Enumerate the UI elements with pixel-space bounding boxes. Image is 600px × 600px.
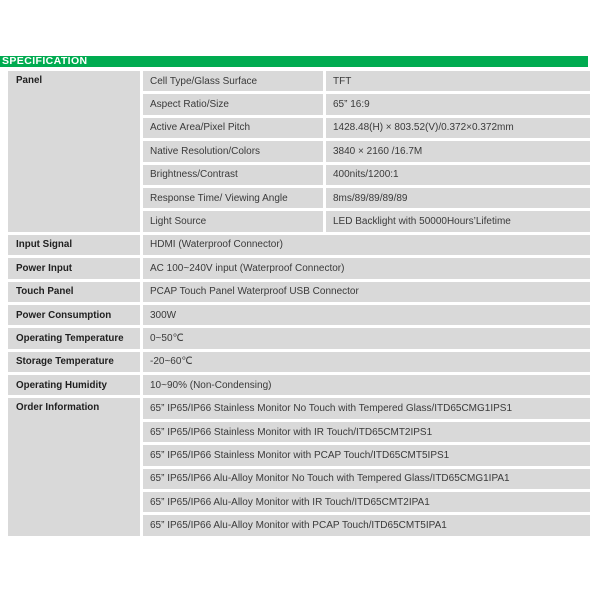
order-item-cell: 65” IP65/IP66 Alu-Alloy Monitor with IR Touch/ITD65CMT2IPA1 — [143, 492, 590, 512]
spec-value-cell: LED Backlight with 50000Hours’Lifetime — [326, 211, 590, 231]
spec-label-cell: Native Resolution/Colors — [143, 141, 323, 161]
spec-value-cell: PCAP Touch Panel Waterproof USB Connector — [143, 282, 590, 302]
specification-table — [5, 68, 593, 539]
spec-label-cell: Response Time/ Viewing Angle — [143, 188, 323, 208]
spec-value-cell: 10~90% (Non-Condensing) — [143, 375, 590, 395]
spec-value-cell: TFT — [326, 71, 590, 91]
spec-value-cell: 300W — [143, 305, 590, 325]
category-cell-power-consumption: Power Consumption — [8, 305, 140, 325]
order-item-cell: 65” IP65/IP66 Alu-Alloy Monitor with PCAP Touch/ITD65CMT5IPA1 — [143, 515, 590, 535]
category-cell-storage-temperature: Storage Temperature — [8, 352, 140, 372]
section-title: SPECIFICATION — [2, 55, 88, 67]
spec-label-cell: Light Source — [143, 211, 323, 231]
order-item-cell: 65” IP65/IP66 Stainless Monitor No Touch with Tempered Glass/ITD65CMG1IPS1 — [143, 398, 590, 418]
table-row — [8, 328, 590, 348]
table-row — [8, 352, 590, 372]
spec-value-cell: 3840 × 2160 /16.7M — [326, 141, 590, 161]
section-header-bar — [0, 56, 588, 67]
table-row — [8, 398, 590, 418]
spec-value-cell: -20~60℃ — [143, 352, 590, 372]
category-cell-order-information: Order Information — [8, 398, 140, 535]
category-cell-power-input: Power Input — [8, 258, 140, 278]
table-row — [8, 375, 590, 395]
table-row — [8, 235, 590, 255]
spec-value-cell: HDMI (Waterproof Connector) — [143, 235, 590, 255]
table-row — [8, 258, 590, 278]
category-cell-operating-temperature: Operating Temperature — [8, 328, 140, 348]
spec-label-cell: Active Area/Pixel Pitch — [143, 118, 323, 138]
category-cell-operating-humidity: Operating Humidity — [8, 375, 140, 395]
spec-label-cell: Brightness/Contrast — [143, 165, 323, 185]
spec-value-cell: 1428.48(H) × 803.52(V)/0.372×0.372mm — [326, 118, 590, 138]
order-item-cell: 65” IP65/IP66 Stainless Monitor with IR Touch/ITD65CMT2IPS1 — [143, 422, 590, 442]
spec-label-cell: Aspect Ratio/Size — [143, 94, 323, 114]
table-row — [8, 305, 590, 325]
category-cell-touch-panel: Touch Panel — [8, 282, 140, 302]
spec-value-cell: 0~50℃ — [143, 328, 590, 348]
spec-value-cell: 65” 16:9 — [326, 94, 590, 114]
category-cell-panel: Panel — [8, 71, 140, 232]
spec-value-cell: AC 100~240V input (Waterproof Connector) — [143, 258, 590, 278]
spec-label-cell: Cell Type/Glass Surface — [143, 71, 323, 91]
order-item-cell: 65” IP65/IP66 Alu-Alloy Monitor No Touch with Tempered Glass/ITD65CMG1IPA1 — [143, 469, 590, 489]
table-row — [8, 71, 590, 91]
spec-value-cell: 400nits/1200:1 — [326, 165, 590, 185]
order-item-cell: 65” IP65/IP66 Stainless Monitor with PCAP Touch/ITD65CMT5IPS1 — [143, 445, 590, 465]
table-row — [8, 282, 590, 302]
category-cell-input-signal: Input Signal — [8, 235, 140, 255]
spec-value-cell: 8ms/89/89/89/89 — [326, 188, 590, 208]
